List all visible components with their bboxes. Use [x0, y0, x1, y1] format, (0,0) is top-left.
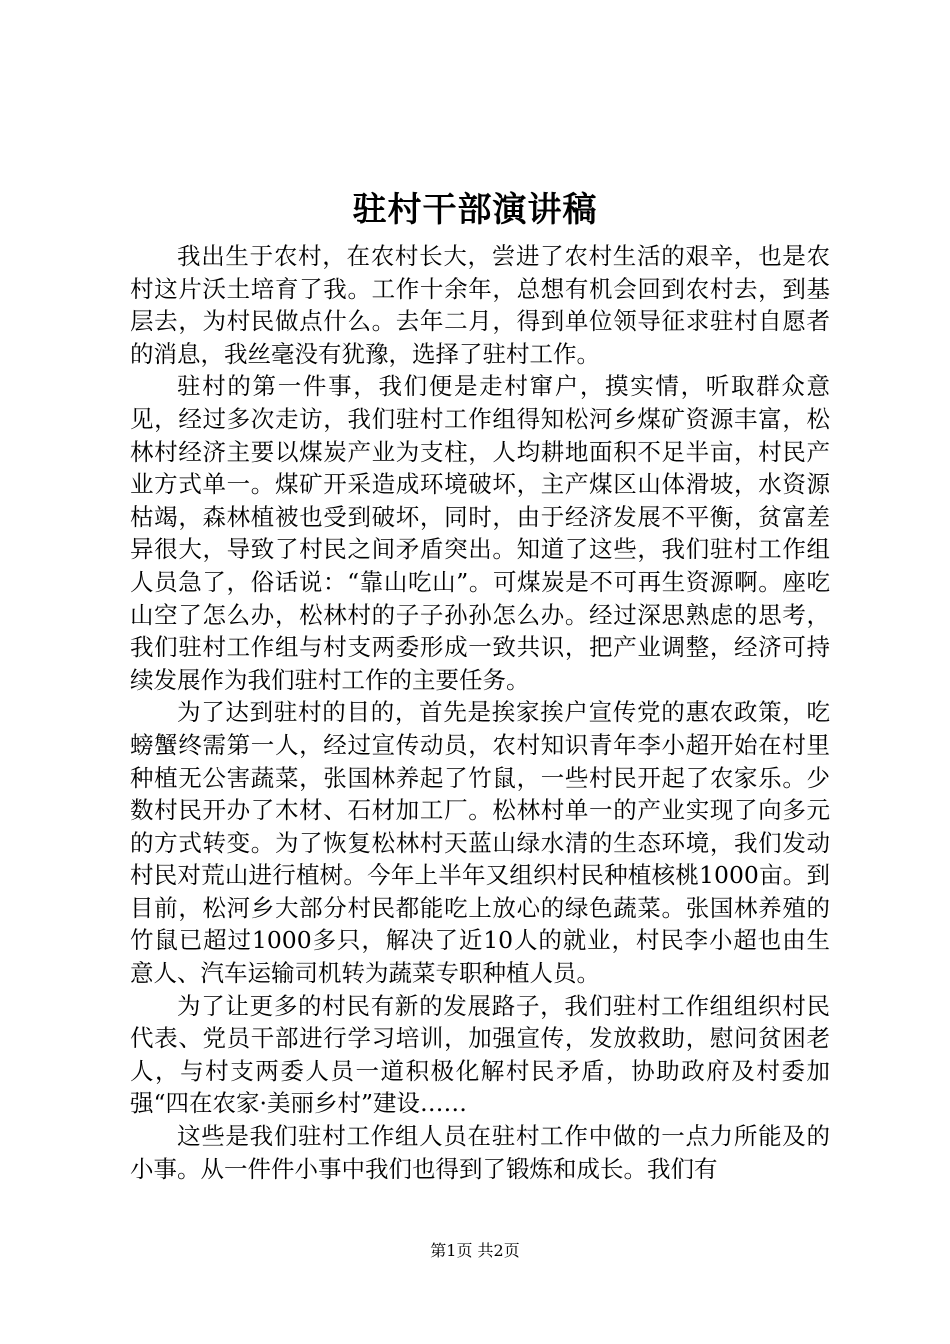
paragraph-4: 为了让更多的村民有新的发展路子，我们驻村工作组组织村民代表、党员干部进行学习培训，加强宣传，发放救助，慰问贫困老人，与村支两委人员一道积极化解村民矛盾，协助政府及村委加强“四在农家·美丽乡村”建设…… — [130, 991, 830, 1118]
paragraph-5: 这些是我们驻村工作组人员在驻村工作中做的一点力所能及的小事。从一件件小事中我们也得到了锻炼和成长。我们有 — [130, 1122, 830, 1183]
page-number-footer: 第1页 共2页 — [430, 1241, 520, 1260]
document-body — [130, 240, 830, 1185]
paragraph-2: 驻村的第一件事，我们便是走村窜户，摸实情，听取群众意见，经过多次走访，我们驻村工作组得知松河乡煤矿资源丰富，松林村经济主要以煤炭产业为支柱，人均耕地面积不足半亩，村民产业方式单一。煤矿开采造成环境破坏，主产煤区山体滑坡，水资源枯竭，森林植被也受到破坏，同时，由于经济发展不平衡，贫富差异很大，导致了村民之间矛盾突出。知道了这些，我们驻村工作组人员急了，俗话说：“靠山吃山”。可煤炭是不可再生资源啊。座吃山空了怎么办，松林村的子子孙孙怎么办。经过深思熟虑的思考，我们驻村工作组与村支两委形成一致共识，把产业调整，经济可持续发展作为我们驻村工作的主要任务。 — [130, 372, 830, 694]
paragraph-3: 为了达到驻村的目的，首先是挨家挨户宣传党的惠农政策，吃螃蟹终需第一人，经过宣传动员，农村知识青年李小超开始在村里种植无公害蔬菜，张国林养起了竹鼠，一些村民开起了农家乐。少数村民开办了木材、石材加工厂。松林村单一的产业实现了向多元的方式转变。为了恢复松林村天蓝山绿水清的生态环境，我们发动村民对荒山进行植树。今年上半年又组织村民种植核桃1000亩。到目前，松河乡大部分村民都能吃上放心的绿色蔬菜。张国林养殖的竹鼠已超过1000多只，解决了近10人的就业，村民李小超也由生意人、汽车运输司机转为蔬菜专职种植人员。 — [130, 698, 830, 988]
paragraph-1: 我出生于农村，在农村长大，尝进了农村生活的艰辛，也是农村这片沃土培育了我。工作十余年，总想有机会回到农村去，到基层去，为村民做点什么。去年二月，得到单位领导征求驻村自愿者的消息，我丝毫没有犹豫，选择了驻村工作。 — [130, 242, 830, 368]
document-title: 驻村干部演讲稿 — [352, 190, 598, 230]
